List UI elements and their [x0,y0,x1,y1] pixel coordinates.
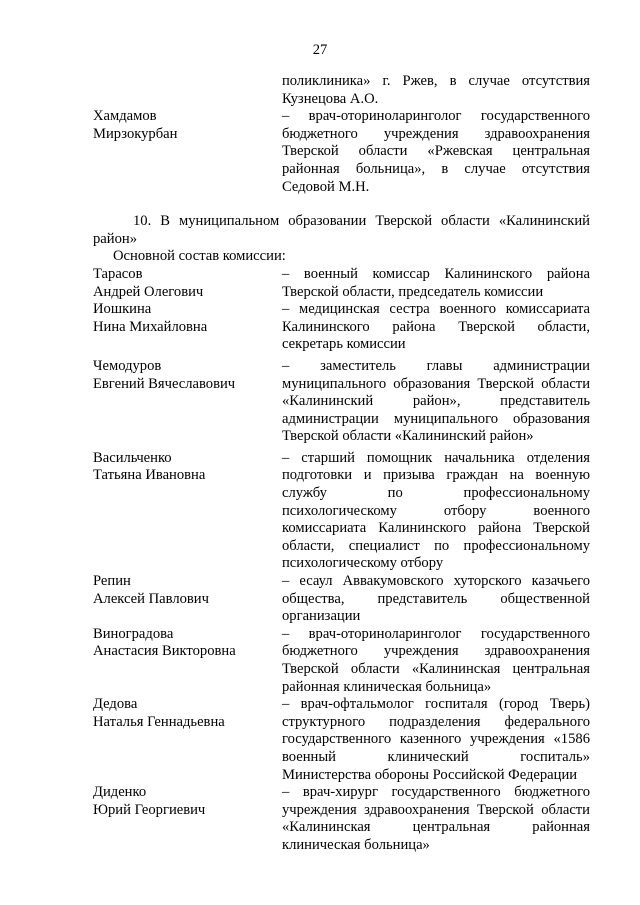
member-surname: Васильченко [93,449,172,466]
section-subheading: Основной состав комиссии: [113,248,286,265]
member-description: – врач-оториноларинголог государственного бюджетного учреждения здравоохранения Тверской области «Калининская центральная районная клиническая больница» [282,625,590,695]
member-name [93,301,282,336]
member-surname: Чемодуров [93,357,162,374]
member-given-name: Татьяна Ивановна [93,467,206,484]
member-entry [93,626,590,696]
member-surname: Репин [93,573,131,590]
member-name [93,784,282,819]
member-entry [93,573,590,626]
member-name [93,358,282,393]
member-given-name: Евгений Вячеславович [93,375,236,392]
member-description: – медицинская сестра военного комиссариата Калининского района Тверской области, секретарь комиссии [282,301,590,353]
member-entry [93,266,590,301]
member-description: – военный комиссар Калининского района Тверской области, председатель комиссии [282,265,590,300]
member-given-name: Алексей Павлович [93,590,209,607]
member-name [93,696,282,731]
member-name [93,266,282,301]
member-surname: Тарасов [93,265,143,282]
member-description: – врач-офтальмолог госпиталя (город Тверь) структурного подразделения федерального государственного казенного учреждения «1586 военный клинический госпиталь» Министерства обороны Российской Федерации [282,696,590,783]
member-surname: Дедова [93,696,138,713]
member-name [93,626,282,661]
member-entry [93,696,590,784]
member-entry [93,358,590,446]
member-given-name: Наталья Геннадьевна [93,713,225,730]
member-name [93,108,282,143]
member-entry [93,784,590,854]
member-entry [93,450,590,573]
page-number: 27 [312,42,328,58]
member-given-name: Нина Михайловна [93,318,208,335]
member-description: – врач-хирург государственного бюджетного учреждения здравоохранения Тверской области «Калининская центральная районная клиническая больница» [282,784,590,853]
member-given-name: Анастасия Викторовна [93,643,236,660]
member-name [93,450,282,485]
member-surname: Диденко [93,784,147,801]
member-surname: Виноградова [93,625,174,642]
continuation-text: поликлиника» г. Ржев, в случае отсутствия Кузнецова А.О. [282,73,590,107]
member-surname: Хамдамов [93,108,157,125]
member-surname: Иошкина [93,301,152,318]
member-description: – врач-оториноларинголог государственного бюджетного учреждения здравоохранения Тверской области «Ржевская центральная районная больница», в случае отсутствия Седовой М.Н. [282,108,590,195]
member-given-name: Мирзокурбан [93,125,178,142]
member-entry [93,301,590,354]
member-description: – старший помощник начальника отделения подготовки и призыва граждан на военную службу по профессиональному психологическому отбору военного комиссариата Калининского района Тверской области, специалист по профессиональному психологическому отбору [282,449,590,572]
member-description: – заместитель главы администрации муниципального образования Тверской области «Калининский район», представитель администрации муниципального образования Тверской области «Калининский район» [282,357,590,445]
continuation-entry [93,73,590,108]
member-entry [93,108,590,196]
member-description: – есаул Аввакумовского хуторского казачьего общества, представитель общественной организации [282,573,590,625]
document-body [93,73,590,855]
section-title: 10. В муниципальном образовании Тверской области «Калининский район» [93,213,590,247]
member-name [93,573,282,608]
member-given-name: Юрий Георгиевич [93,801,206,818]
member-given-name: Андрей Олегович [93,283,204,300]
